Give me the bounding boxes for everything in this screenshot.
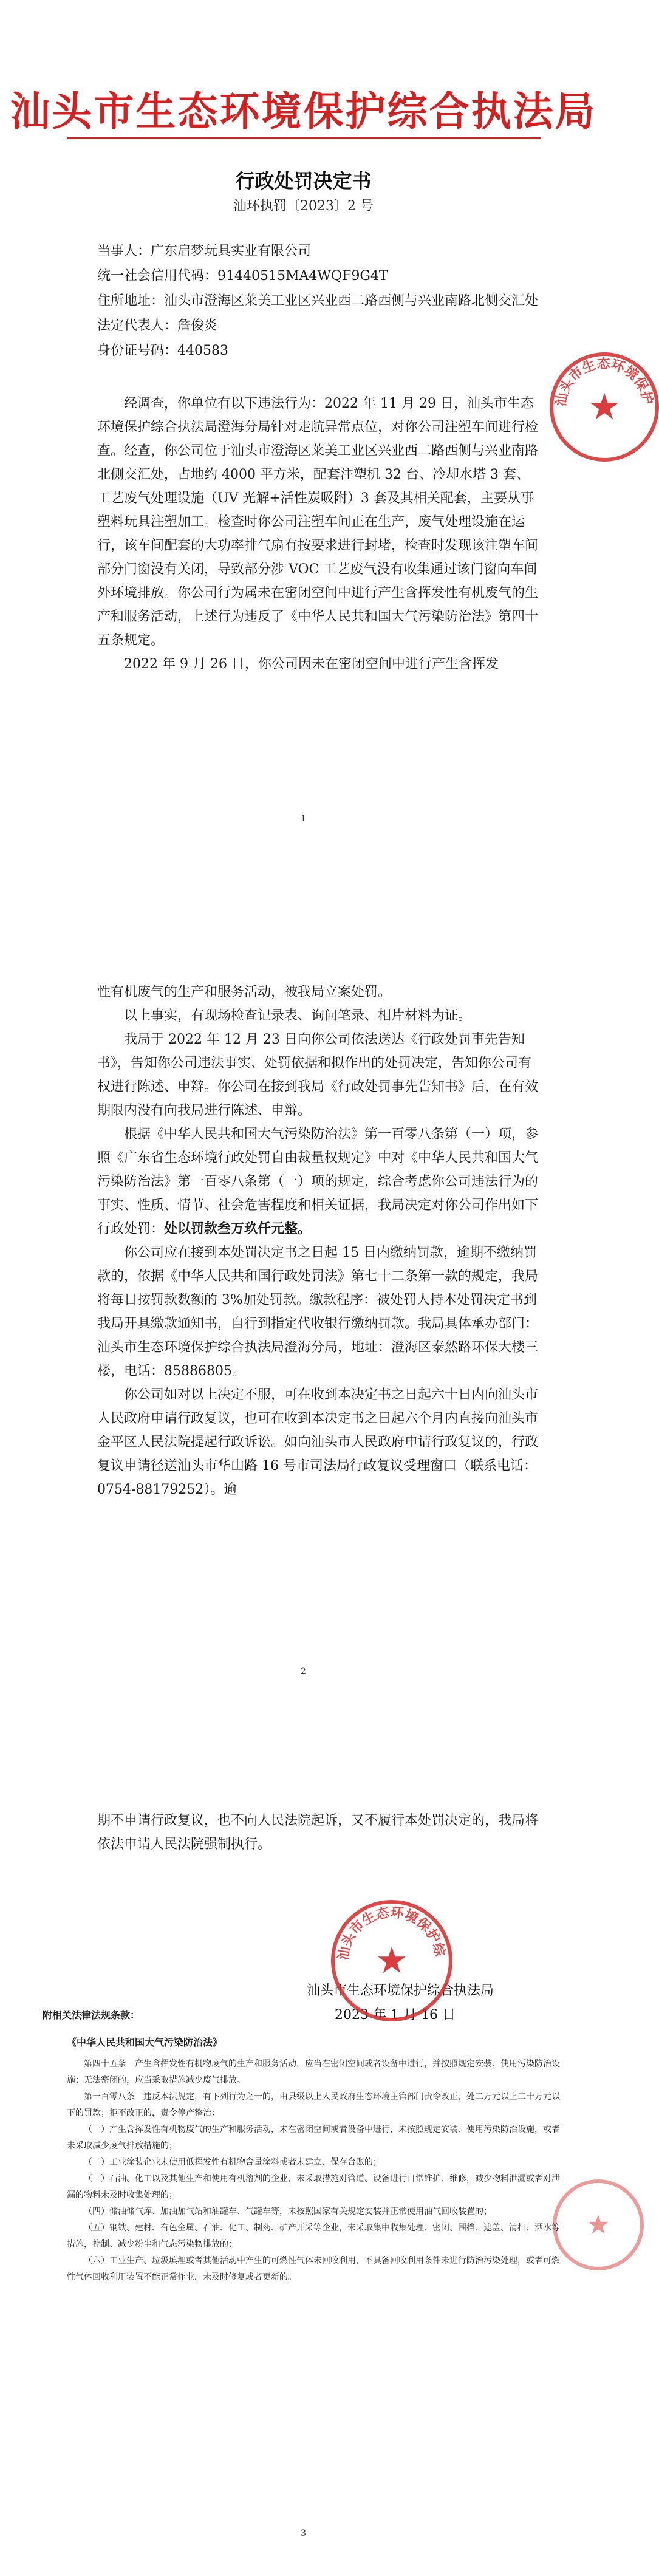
seal-star-icon: ★: [588, 386, 621, 428]
attachment-heading: 附相关法律法规条款：: [43, 2009, 140, 2021]
article-108: 第一百零八条 违反本法规定，有下列行为之一的，由县级以上人民政府生态环境主管部门责令改正，处二万元以上二十万元以下的罚款；拒不改正的，责令停产整治：: [67, 2092, 560, 2118]
page-number: 3: [301, 2529, 306, 2538]
penalty-amount: 处以罚款叁万玖仟元整。: [164, 1221, 312, 1237]
party-id-line: [97, 338, 541, 363]
paragraph-appeal-end: 期不申请行政复议，也不向人民法院起诉，又不履行本处罚决定的，我局将依法申请人民法院强制执行。: [97, 1813, 539, 1852]
signature-agency: 汕头市生态环境保护综合执法局: [307, 1983, 494, 1998]
party-id-value: 440583: [177, 343, 228, 358]
document-title: 行政处罚决定书: [235, 169, 372, 193]
letterhead-divider: [67, 137, 541, 139]
paragraph-decision: [97, 1122, 541, 1241]
article-108-item: （一）产生含挥发性有机物废气的生产和服务活动，未在密闭空间或者设备中进行，未按照规定安装、使用污染防治设施，或者未采取减少废气排放措施的；: [67, 2125, 560, 2151]
document-page-1: [0, 0, 655, 859]
party-address-line: [97, 289, 541, 313]
party-credit-label: 统一社会信用代码：: [97, 268, 218, 284]
party-name-line: [97, 239, 541, 264]
party-credit-value: 91440515MA4WQF9G4T: [217, 268, 388, 284]
page3-body: [97, 1809, 541, 1856]
official-seal: [331, 1900, 452, 2021]
paragraph-evidence: 以上事实，有现场检查记录表、询问笔录、相片材料为证。: [124, 1008, 472, 1023]
party-info: [97, 239, 541, 363]
article-108-item: （二）工业涂装企业未使用低挥发性有机物含量涂料或者未建立、保存台账的；: [84, 2157, 381, 2167]
document-page-2: [0, 859, 607, 1718]
official-seal: [550, 352, 659, 462]
party-name-label: 当事人：: [97, 244, 151, 259]
article-108-item: （四）储油储气库、加油加气站和油罐车、气罐车等，未按照国家有关规定安装并正常使用油气回收装置的；: [84, 2207, 492, 2216]
page2-body: [97, 980, 541, 1502]
page-number: 1: [301, 814, 306, 824]
paragraph-prior-case-end: 性有机废气的生产和服务活动，被我局立案处罚。: [97, 985, 392, 1000]
page1-body: [97, 392, 541, 676]
seal-star-icon: ★: [586, 2209, 610, 2241]
paragraph-violation: 经调查，你单位有以下违法行为：2022 年 11 月 29 日，汕头市生态环境保护综合执法局澄海分局针对走航异常点位，对你公司注塑车间进行检查。经查，你公司位于汕头市澄海区莱美工业区兴业西二路西侧与兴业南路北侧交汇处，占地约 4000 平方米，配套注塑机 32 台、冷却水塔 3 套、工艺废气处理设施（UV 光解+活性炭吸附）3 套及其相关配套，主要从事塑料玩具注塑加工。检查时你公司注塑车间正在生产，废气处理设施在运行，该车间配套的大功率排气扇有按要求进行封堵，检查时发现该注塑车间部分门窗没有关闭，导致部分涉 VOC 工艺废气没有收集通过该门窗向车间外环境排放。你公司行为属未在密闭空间中进行产生含挥发性有机废气的生产和服务活动，上述行为违反了《中华人民共和国大气污染防治法》第四十五条规定。: [97, 396, 539, 648]
decision-basis: 根据《中华人民共和国大气污染防治法》第一百零八条第（一）项，参照《广东省生态环境行政处罚自由裁量权规定》中对《中华人民共和国大气污染防治法》第一百零八条第（一）项的规定，综合考虑你公司违法行为的事实、性质、情节、社会危害程度和相关证据，我局决定对你公司作出如下行政处罚：: [97, 1127, 539, 1237]
document-number: 汕环执罚〔2023〕2 号: [233, 199, 374, 214]
party-rep-line: [97, 313, 541, 338]
article-108-item: （三）石油、化工以及其他生产和使用有机溶剂的企业，未采取措施对管道、设备进行日常维护、维修，减少物料泄漏或者对泄漏的物料未及时收集处理的；: [67, 2174, 560, 2200]
party-credit-line: [97, 264, 541, 289]
party-rep-label: 法定代表人：: [97, 318, 178, 333]
signature-date: 2023 年 1 月 16 日: [335, 2007, 456, 2023]
party-address-value: 汕头市澄海区莱美工业区兴业西二路西侧与兴业南路北侧交汇处: [164, 293, 539, 309]
party-address-label: 住所地址：: [97, 293, 165, 309]
attachment-text: [67, 2056, 565, 2286]
page-number: 2: [301, 1667, 306, 1676]
law-title: 《中华人民共和国大气污染防治法》: [67, 2037, 223, 2048]
official-seal-faint: [553, 2179, 644, 2270]
paragraph-payment: 你公司应在接到本处罚决定书之日起 15 日内缴纳罚款，逾期不缴纳罚款的，依据《中华人民共和国行政处罚法》第七十二条第一款的规定，我局将每日按罚款数额的 3%加处罚款。缴款程序：被处罚人持本处罚决定书到我局开具缴款通知书，自行到指定代收银行缴纳罚款。我局具体承办部门：汕头市生态环境保护综合执法局澄海分局，地址：澄海区泰然路环保大楼三楼，电话：85886805。: [97, 1245, 539, 1379]
party-rep-value: 詹俊炎: [177, 318, 218, 333]
party-id-label: 身份证号码：: [97, 343, 178, 358]
article-45: 第四十五条 产生含挥发性有机物废气的生产和服务活动，应当在密闭空间或者设备中进行，并按照规定安装、使用污染防治设施；无法密闭的，应当采取措施减少废气排放。: [67, 2059, 560, 2085]
article-108-item: （五）钢铁、建材、有色金属、石油、化工、制药、矿产开采等企业，未采取集中收集处理、密闭、围挡、遮盖、清扫、洒水等措施，控制、减少粉尘和气态污染物排放的；: [67, 2223, 560, 2249]
party-name-value: 广东启梦玩具实业有限公司: [151, 244, 312, 259]
paragraph-notice: 我局于 2022 年 12 月 23 日向你公司依法送达《行政处罚事先告知书》，告知你公司违法事实、处罚依据和拟作出的处罚决定，告知你公司有权进行陈述、申辩。你公司在接到我局《行政处罚事先告知书》后，在有效期限内没有向我局进行陈述、申辩。: [97, 1032, 539, 1118]
seal-text: 汕头市生态环境保护: [553, 356, 655, 408]
agency-letterhead: 汕头市生态环境保护综合执法局: [10, 87, 597, 135]
paragraph-prior-case-start: 2022 年 9 月 26 日，你公司因未在密闭空间中进行产生含挥发: [124, 657, 499, 672]
paragraph-appeal: 你公司如对以上决定不服，可在收到本决定书之日起六十日内向汕头市人民政府申请行政复议，也可在收到本决定书之日起六个月内直接向汕头市金平区人民法院提起行政诉讼。如向汕头市人民政府申请行政复议的，行政复议申请径送汕头市华山路 16 号市司法局行政复议受理窗口（联系电话：0754-88179252）。逾: [97, 1387, 539, 1497]
article-108-item: （六）工业生产、垃圾填埋或者其他活动中产生的可燃性气体未回收利用，不具备回收利用条件未进行防治污染处理，或者可燃性气体回收利用装置不能正常作业，未及时修复或者更新的。: [67, 2256, 560, 2282]
seal-text: 汕头市生态环境保护综: [336, 1905, 448, 1961]
seal-star-icon: ★: [375, 1939, 408, 1982]
